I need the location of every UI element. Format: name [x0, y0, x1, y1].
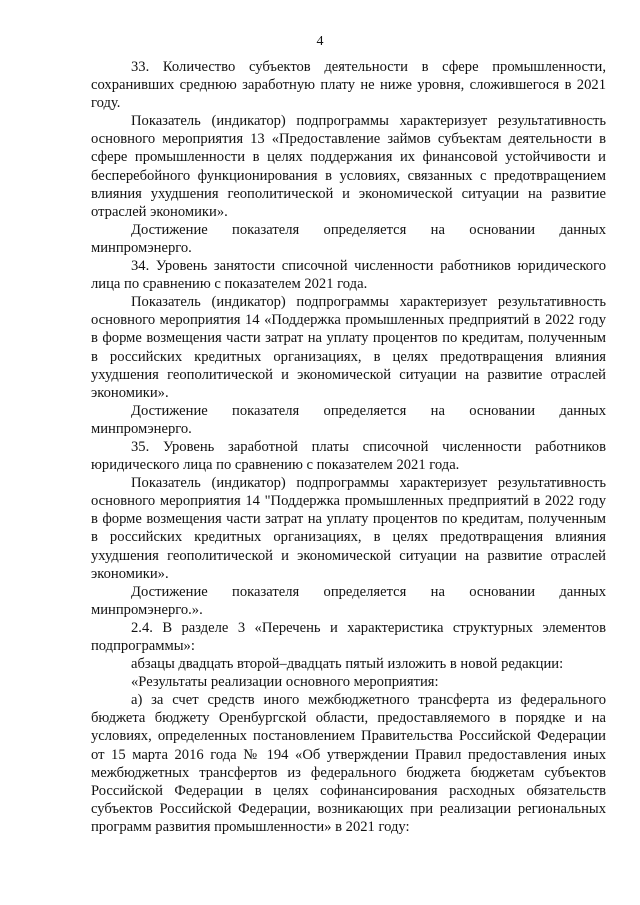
paragraph-achievement-source: Достижение показателя определяется на основании данных минпромэнерго. — [91, 221, 606, 256]
paragraph-indicator-description: Показатель (индикатор) подпрограммы характеризует результативность основного мероприятия 13 «Предоставление займов субъектам деятельности в сфере промышленности в целях поддержания их финансовой устойчивости и бесперебойного функционирования в условиях, связанных с предотвращением влияния ухудшения геополитической и экономической ситуации на развитие отраслей экономики». — [91, 113, 606, 220]
paragraph-achievement-source: Достижение показателя определяется на основании данных минпромэнерго. — [91, 402, 606, 437]
paragraph-results-heading: «Результаты реализации основного мероприятия: — [131, 674, 439, 691]
page-number: 4 — [316, 34, 324, 49]
paragraph-34-heading: 34. Уровень занятости списочной численности работников юридического лица по сравнению с показателем 2021 года. — [91, 258, 606, 293]
paragraph-amendment-instruction: абзацы двадцать второй–двадцать пятый изложить в новой редакции: — [131, 656, 564, 673]
paragraph-section-2-4: 2.4. В разделе 3 «Перечень и характеристика структурных элементов подпрограммы»: — [91, 619, 606, 654]
paragraph-indicator-description: Показатель (индикатор) подпрограммы характеризует результативность основного мероприятия 14 «Поддержка промышленных предприятий в 2022 году в форме возмещения части затрат на уплату процентов по кредитам, полученным в российских кредитных организациях, в целях предотвращения влияния ухудшения геополитической и экономической ситуации на развитие отраслей экономики». — [91, 294, 606, 401]
paragraph-item-a: а) за счет средств иного межбюджетного трансферта из федерального бюджета бюджету Оренбургской области, предоставляемого в порядке и на условиях, определенных постановлением Правительства Российской Федерации от 15 марта 2016 года № 194 «Об утверждении Правил предоставления иных межбюджетных трансфертов из федерального бюджета бюджетам субъектов Российской Федерации в целях софинансирования расходных обязательств субъектов Российской Федерации, возникающих при реализации региональных программ развития промышленности» в 2021 году: — [91, 692, 606, 835]
paragraph-35-heading: 35. Уровень заработной платы списочной численности работников юридического лица по сравнению с показателем 2021 года. — [91, 438, 606, 474]
paragraph-achievement-source: Достижение показателя определяется на основании данных минпромэнерго.». — [91, 583, 606, 618]
paragraph-indicator-description: Показатель (индикатор) подпрограммы характеризует результативность основного мероприятия 14 "Поддержка промышленных предприятий в 2022 году в форме возмещения части затрат на уплату процентов по кредитам, полученным в российских кредитных организациях, в целях предотвращения влияния ухудшения геополитической и экономической ситуации на развитие отраслей экономики». — [91, 475, 606, 582]
document-body — [91, 58, 606, 836]
paragraph-33-heading: 33. Количество субъектов деятельности в сфере промышленности, сохранивших среднюю заработную плату не ниже уровня, сложившегося в 2021 году. — [91, 59, 606, 112]
